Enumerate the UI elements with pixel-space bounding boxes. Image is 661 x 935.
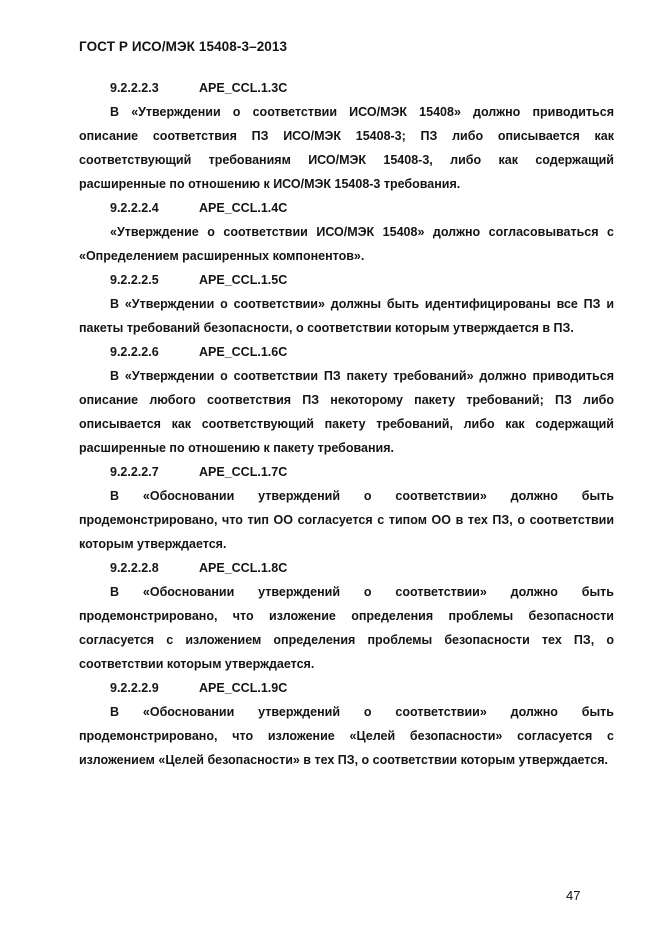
section-code: APE_CCL.1.9C <box>199 681 288 695</box>
section-paragraph: В «Утверждении о соответствии» должны быть идентифицированы все ПЗ и пакеты требований безопасности, о соответствии которым утверждается в ПЗ. <box>79 297 614 335</box>
section-paragraph: «Утверждение о соответствии ИСО/МЭК 15408» должно согласовываться с «Определением расширенных компонентов». <box>79 225 614 263</box>
section-code: APE_CCL.1.3C <box>199 81 288 95</box>
page-number: 47 <box>566 888 581 903</box>
section-paragraph: В «Утверждении о соответствии ПЗ пакету требований» должно приводиться описание любого соответствия ПЗ некоторому пакету требований; ПЗ либо описывается как соответствующий пакету требований, либо как содержащий расширенные по отношению к пакету требования. <box>79 369 614 455</box>
section-paragraph: В «Обосновании утверждений о соответствии» должно быть продемонстрировано, что тип ОО согласуется с типом ОО в тех ПЗ, о соответствии которым утверждается. <box>79 489 614 551</box>
section-code: APE_CCL.1.7C <box>199 465 288 479</box>
section-heading <box>79 340 614 364</box>
section-heading <box>79 76 614 100</box>
section-code: APE_CCL.1.8C <box>199 561 288 575</box>
section-heading <box>79 556 614 580</box>
section-code: APE_CCL.1.4C <box>199 201 288 215</box>
section-heading <box>79 268 614 292</box>
section-paragraph: В «Утверждении о соответствии ИСО/МЭК 15408» должно приводиться описание соответствия ПЗ ИСО/МЭК 15408-3; ПЗ либо описывается как соответствующий требованиям ИСО/МЭК 15408-3, либо как содержащий расширенные по отношению к ИСО/МЭК 15408-3 требования. <box>79 105 614 191</box>
section-number: 9.2.2.2.5 <box>110 273 159 287</box>
section-heading <box>79 676 614 700</box>
section-heading <box>79 196 614 220</box>
section-code: APE_CCL.1.6C <box>199 345 288 359</box>
section-number: 9.2.2.2.3 <box>110 81 159 95</box>
document-header: ГОСТ Р ИСО/МЭК 15408-3–2013 <box>79 39 288 54</box>
section-number: 9.2.2.2.8 <box>110 561 159 575</box>
section-paragraph: В «Обосновании утверждений о соответствии» должно быть продемонстрировано, что изложение определения проблемы безопасности согласуется с изложением определения проблемы безопасности тех ПЗ, о соответствии которым утверждается. <box>79 585 614 671</box>
section-number: 9.2.2.2.6 <box>110 345 159 359</box>
document-body <box>79 76 614 772</box>
section-heading <box>79 460 614 484</box>
section-code: APE_CCL.1.5C <box>199 273 288 287</box>
section-number: 9.2.2.2.4 <box>110 201 159 215</box>
section-number: 9.2.2.2.7 <box>110 465 159 479</box>
section-paragraph: В «Обосновании утверждений о соответствии» должно быть продемонстрировано, что изложение «Целей безопасности» согласуется с изложением «Целей безопасности» в тех ПЗ, о соответствии которым утверждается. <box>79 705 614 767</box>
section-number: 9.2.2.2.9 <box>110 681 159 695</box>
